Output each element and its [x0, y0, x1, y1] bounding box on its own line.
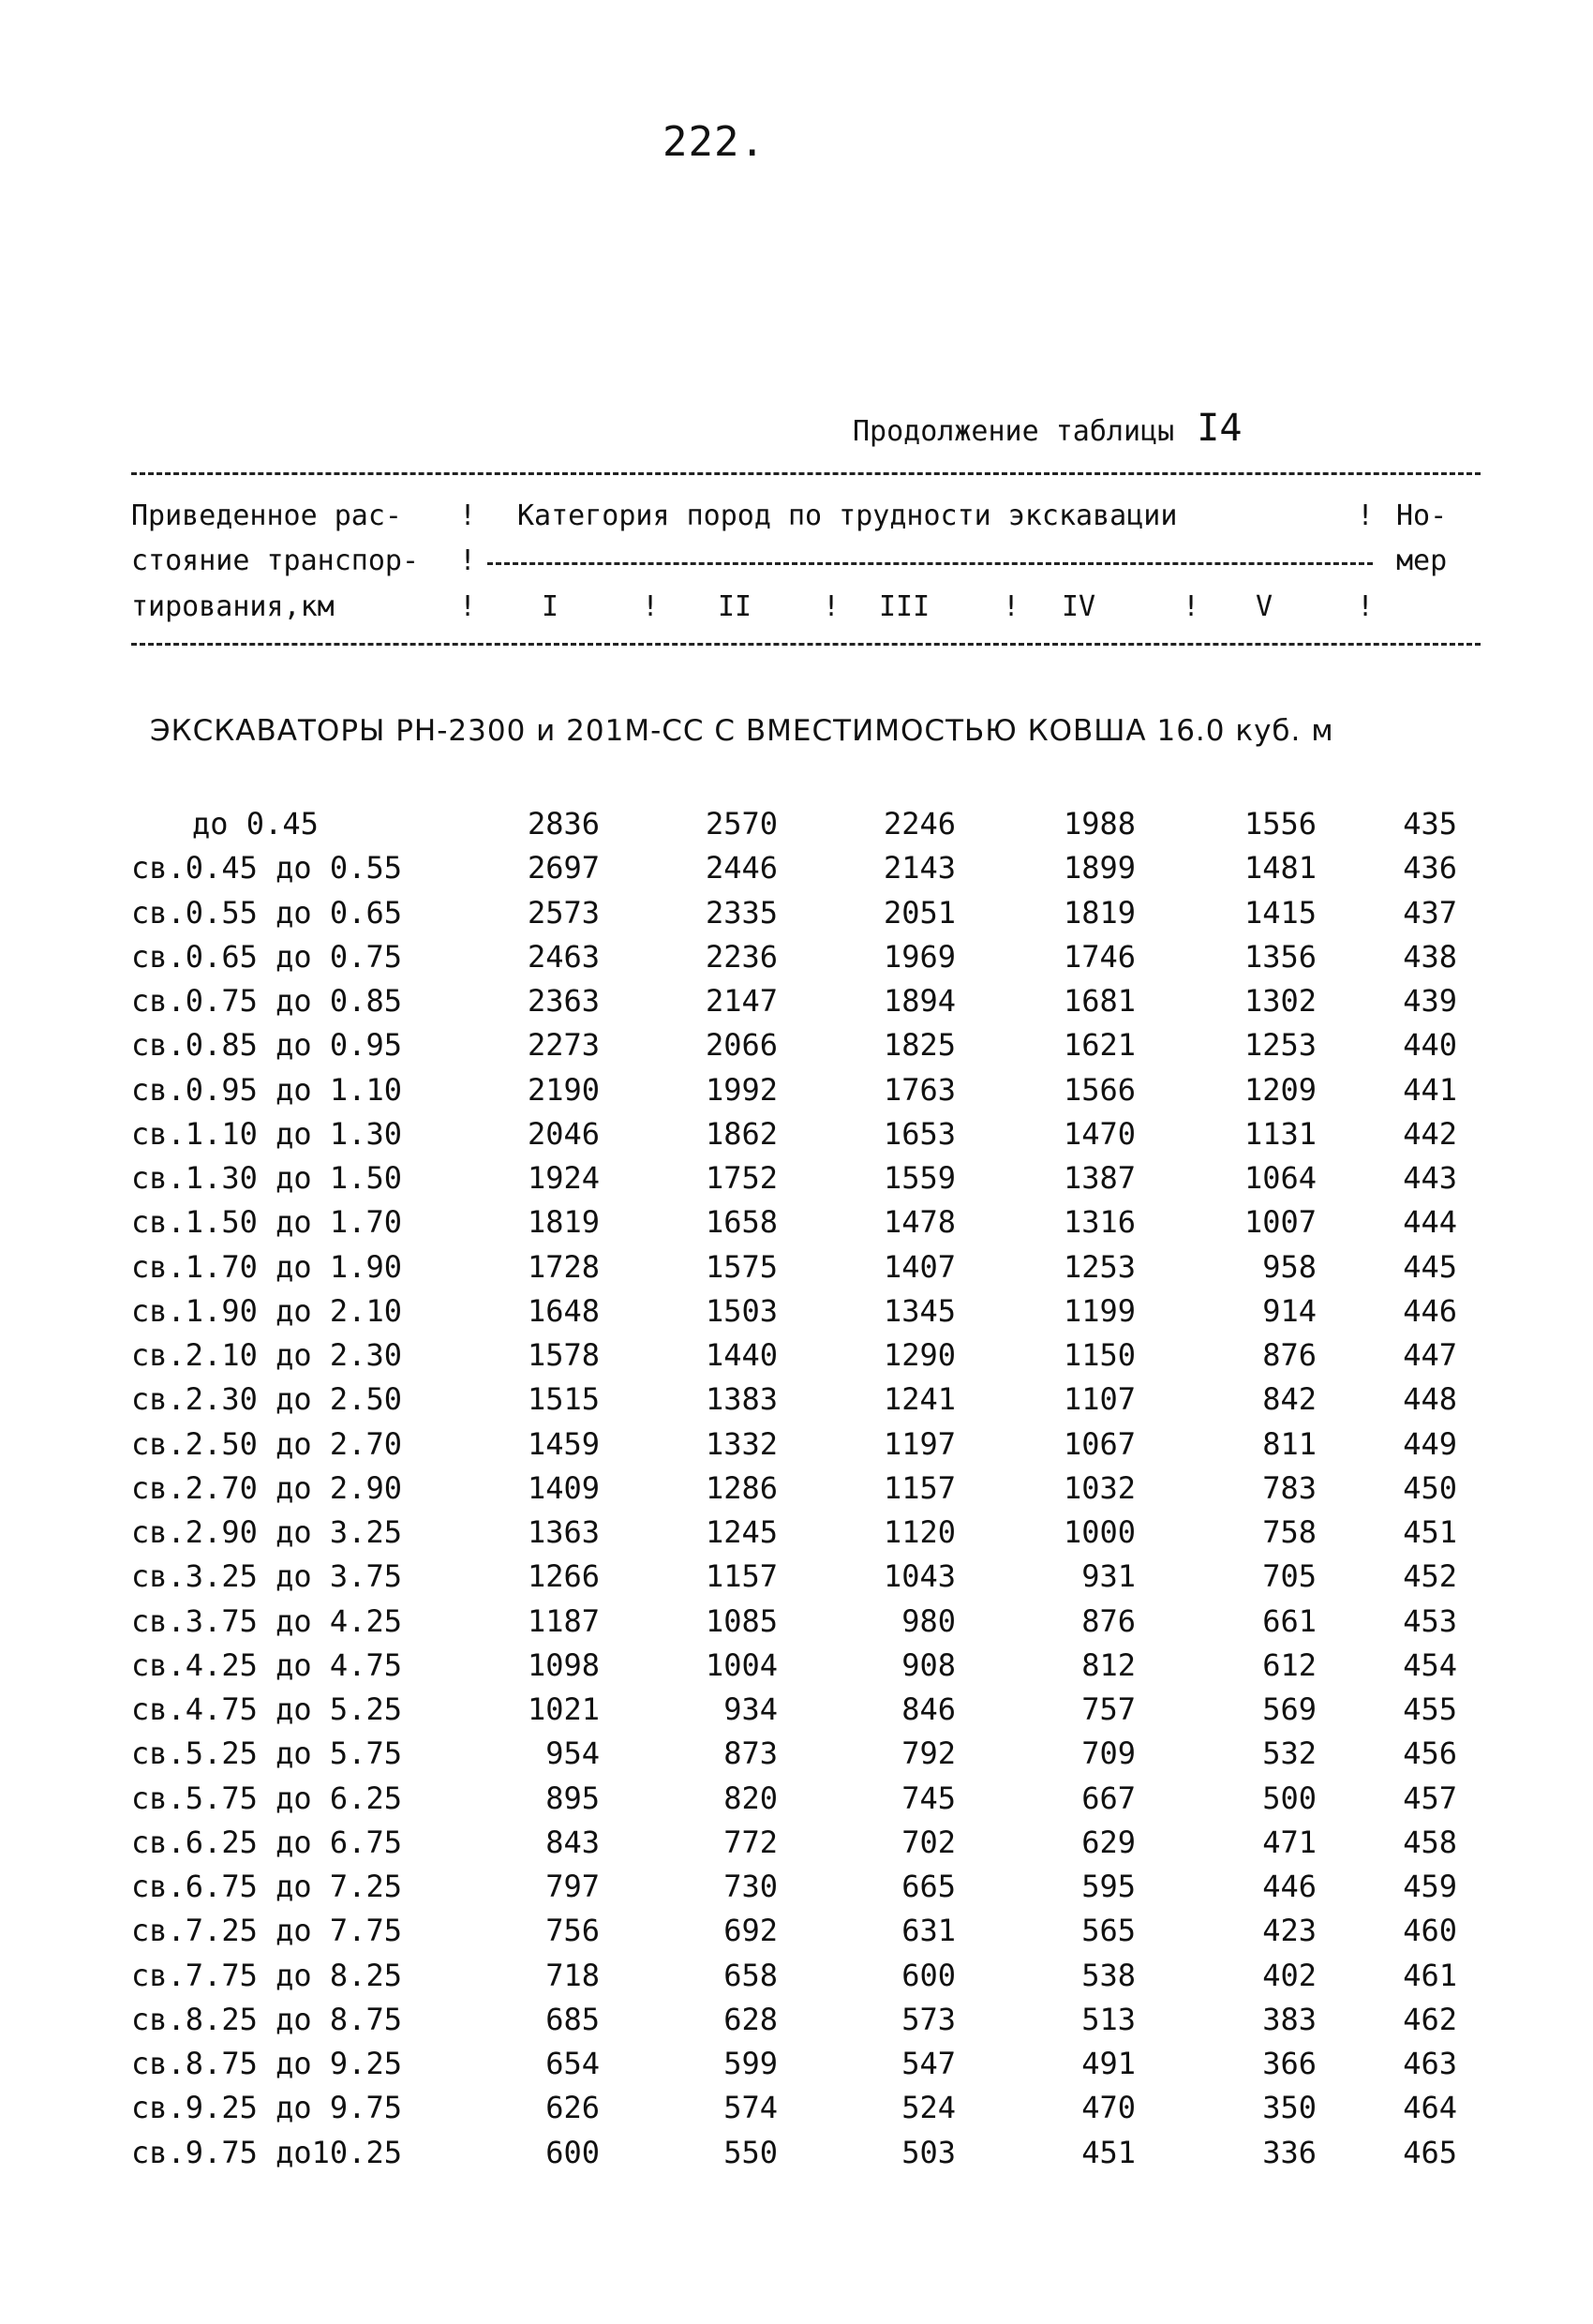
row-number: 448: [1403, 1381, 1457, 1418]
header-separator: !: [459, 590, 477, 623]
table-row: [0, 1958, 1593, 2002]
distance-range: св.0.85 до 0.95: [131, 1027, 402, 1064]
category-5-value: 958: [1262, 1248, 1317, 1285]
category-4-value: 513: [1081, 2001, 1136, 2037]
row-number: 453: [1403, 1602, 1457, 1639]
category-2-value: 1862: [705, 1115, 778, 1152]
category-2-value: 2570: [705, 806, 778, 842]
table-row: [0, 939, 1593, 983]
category-1-value: 2463: [527, 938, 600, 975]
category-2-value: 2147: [705, 983, 778, 1019]
row-number: 460: [1403, 1913, 1457, 1949]
table-number: I4: [1197, 407, 1243, 450]
category-2-value: 1085: [705, 1602, 778, 1639]
category-2-value: 1004: [705, 1646, 778, 1683]
table-row: [0, 1293, 1593, 1337]
row-number: 435: [1403, 806, 1457, 842]
distance-range: св.4.75 до 5.25: [131, 1691, 402, 1727]
row-number: 449: [1403, 1425, 1457, 1462]
table-row: [0, 1470, 1593, 1514]
category-1-value: 843: [545, 1824, 600, 1860]
number-col-line2: мер: [1396, 544, 1448, 577]
category-4-value: 1199: [1063, 1292, 1136, 1329]
category-4-value: 931: [1081, 1558, 1136, 1595]
category-5-value: 366: [1262, 2046, 1317, 2081]
category-5-value: 402: [1262, 1957, 1317, 1993]
category-2-value: 658: [723, 1957, 778, 1993]
category-1-value: 1924: [527, 1160, 600, 1196]
distance-range: св.7.75 до 8.25: [131, 1957, 402, 1993]
row-number: 443: [1403, 1160, 1457, 1196]
category-1-value: 600: [545, 2134, 600, 2170]
table-row: [0, 983, 1593, 1027]
category-1-value: 2190: [527, 1071, 600, 1108]
category-3-value: 908: [901, 1646, 956, 1683]
category-1-value: 1578: [527, 1337, 600, 1373]
category-2-value: 873: [723, 1736, 778, 1772]
category-1-value: 2836: [527, 806, 600, 842]
category-2-value: 1503: [705, 1292, 778, 1329]
row-number: 463: [1403, 2046, 1457, 2081]
category-1-value: 718: [545, 1957, 600, 1993]
category-4-value: 595: [1081, 1869, 1136, 1904]
category-1-value: 1648: [527, 1292, 600, 1329]
category-3-value: 1969: [883, 938, 956, 975]
category-5-value: 1064: [1243, 1160, 1317, 1196]
distance-range: св.8.75 до 9.25: [131, 2046, 402, 2081]
table-row: [0, 1780, 1593, 1825]
category-2-value: 1658: [705, 1204, 778, 1241]
data-table-body: [0, 806, 1593, 2179]
row-number: 464: [1403, 2090, 1457, 2126]
table-row: [0, 1249, 1593, 1293]
header-bottom-rule: [131, 643, 1481, 646]
category-5-value: 383: [1262, 2001, 1317, 2037]
row-number: 459: [1403, 1869, 1457, 1904]
category-1-value: 2046: [527, 1115, 600, 1152]
category-5-value: 1356: [1243, 938, 1317, 975]
category-3-value: 1407: [883, 1248, 956, 1285]
category-3-value: 1345: [883, 1292, 956, 1329]
distance-range: св.2.30 до 2.50: [131, 1381, 402, 1418]
row-number: 454: [1403, 1646, 1457, 1683]
table-row: [0, 2135, 1593, 2179]
category-1-value: 1187: [527, 1602, 600, 1639]
row-number: 444: [1403, 1204, 1457, 1241]
category-4-value: 1253: [1063, 1248, 1136, 1285]
category-4-value: 757: [1081, 1691, 1136, 1727]
category-III: III: [879, 590, 930, 623]
distance-range: св.9.75 до10.25: [131, 2134, 402, 2170]
distance-range: св.8.25 до 8.75: [131, 2001, 402, 2037]
distance-range: св.1.50 до 1.70: [131, 1204, 402, 1241]
row-number: 457: [1403, 1780, 1457, 1816]
distance-range: св.0.55 до 0.65: [131, 894, 402, 931]
category-1-value: 654: [545, 2046, 600, 2081]
category-4-value: 451: [1081, 2134, 1136, 2170]
category-4-value: 667: [1081, 1780, 1136, 1816]
category-3-value: 547: [901, 2046, 956, 2081]
row-number: 461: [1403, 1957, 1457, 1993]
row-number: 447: [1403, 1337, 1457, 1373]
category-5-value: 1007: [1243, 1204, 1317, 1241]
row-number: 455: [1403, 1691, 1457, 1727]
distance-range: св.7.25 до 7.75: [131, 1913, 402, 1949]
table-row: [0, 1426, 1593, 1470]
category-3-value: 524: [901, 2090, 956, 2126]
category-4-value: 1387: [1063, 1160, 1136, 1196]
distance-range: св.1.30 до 1.50: [131, 1160, 402, 1196]
category-3-value: 1894: [883, 983, 956, 1019]
row-number: 450: [1403, 1469, 1457, 1506]
category-4-value: 1746: [1063, 938, 1136, 975]
table-row: [0, 1027, 1593, 1071]
table-row: [0, 1603, 1593, 1647]
category-5-value: 569: [1262, 1691, 1317, 1727]
category-2-value: 1575: [705, 1248, 778, 1285]
table-row: [0, 1160, 1593, 1204]
row-number: 439: [1403, 983, 1457, 1019]
category-5-value: 1415: [1243, 894, 1317, 931]
category-5-value: 1209: [1243, 1071, 1317, 1108]
category-4-value: 1566: [1063, 1071, 1136, 1108]
category-2-value: 1440: [705, 1337, 778, 1373]
category-4-value: 1316: [1063, 1204, 1136, 1241]
continuation-text: Продолжение таблицы: [853, 415, 1175, 448]
distance-range: св.1.70 до 1.90: [131, 1248, 402, 1285]
category-5-value: 842: [1262, 1381, 1317, 1418]
category-2-value: 1383: [705, 1381, 778, 1418]
category-5-value: 500: [1262, 1780, 1317, 1816]
category-3-value: 2051: [883, 894, 956, 931]
category-3-value: 2246: [883, 806, 956, 842]
category-3-value: 631: [901, 1913, 956, 1949]
category-1-value: 797: [545, 1869, 600, 1904]
distance-range: св.0.45 до 0.55: [131, 850, 402, 886]
category-2-value: 599: [723, 2046, 778, 2081]
row-number: 451: [1403, 1514, 1457, 1550]
category-3-value: 2143: [883, 850, 956, 886]
distance-range: св.6.25 до 6.75: [131, 1824, 402, 1860]
category-1-value: 1459: [527, 1425, 600, 1462]
category-3-value: 846: [901, 1691, 956, 1727]
category-4-value: 876: [1081, 1602, 1136, 1639]
category-2-value: 730: [723, 1869, 778, 1904]
category-3-value: 1478: [883, 1204, 956, 1241]
header-col0-line3: тирования,км: [131, 590, 335, 623]
category-5-value: 1131: [1243, 1115, 1317, 1152]
table-row: [0, 1558, 1593, 1602]
category-3-value: 1763: [883, 1071, 956, 1108]
distance-range: св.5.25 до 5.75: [131, 1736, 402, 1772]
table-row: [0, 1116, 1593, 1160]
category-2-value: 2236: [705, 938, 778, 975]
category-1-value: 626: [545, 2090, 600, 2126]
category-I: I: [542, 590, 559, 623]
header-separator: !: [1183, 590, 1200, 623]
category-4-value: 470: [1081, 2090, 1136, 2126]
category-5-value: 350: [1262, 2090, 1317, 2126]
table-row: [0, 1647, 1593, 1691]
category-5-value: 1253: [1243, 1027, 1317, 1064]
category-2-value: 1245: [705, 1514, 778, 1550]
category-1-value: 756: [545, 1913, 600, 1949]
row-number: 438: [1403, 938, 1457, 975]
category-3-value: 1559: [883, 1160, 956, 1196]
category-5-value: 783: [1262, 1469, 1317, 1506]
category-1-value: 1363: [527, 1514, 600, 1550]
table-row: [0, 2002, 1593, 2046]
distance-range: св.1.10 до 1.30: [131, 1115, 402, 1152]
header-separator: !: [823, 590, 841, 623]
category-2-value: 1332: [705, 1425, 778, 1462]
table-row: [0, 895, 1593, 939]
category-1-value: 1021: [527, 1691, 600, 1727]
category-2-value: 2066: [705, 1027, 778, 1064]
page-number: 222.: [663, 118, 766, 166]
number-col-line1: Но-: [1396, 499, 1448, 532]
category-3-value: 573: [901, 2001, 956, 2037]
header-separator: !: [459, 499, 477, 532]
category-4-value: 629: [1081, 1824, 1136, 1860]
category-2-value: 820: [723, 1780, 778, 1816]
category-V: V: [1256, 590, 1273, 623]
table-row: [0, 806, 1593, 850]
category-4-value: 1032: [1063, 1469, 1136, 1506]
category-3-value: 980: [901, 1602, 956, 1639]
category-2-value: 2335: [705, 894, 778, 931]
category-3-value: 1825: [883, 1027, 956, 1064]
category-2-value: 550: [723, 2134, 778, 2170]
category-5-value: 423: [1262, 1913, 1317, 1949]
category-3-value: 745: [901, 1780, 956, 1816]
category-4-value: 1899: [1063, 850, 1136, 886]
distance-range: св.4.25 до 4.75: [131, 1646, 402, 1683]
category-3-value: 1653: [883, 1115, 956, 1152]
category-1-value: 2573: [527, 894, 600, 931]
table-continuation-caption: [853, 407, 1242, 450]
category-1-value: 2273: [527, 1027, 600, 1064]
category-5-value: 758: [1262, 1514, 1317, 1550]
distance-range: св.2.50 до 2.70: [131, 1425, 402, 1462]
category-3-value: 1120: [883, 1514, 956, 1550]
category-4-value: 491: [1081, 2046, 1136, 2081]
category-5-value: 914: [1262, 1292, 1317, 1329]
category-5-value: 336: [1262, 2134, 1317, 2170]
category-4-value: 709: [1081, 1736, 1136, 1772]
table-row: [0, 1869, 1593, 1913]
row-number: 452: [1403, 1558, 1457, 1595]
category-1-value: 954: [545, 1736, 600, 1772]
category-2-value: 574: [723, 2090, 778, 2126]
category-2-value: 1157: [705, 1558, 778, 1595]
distance-range: св.0.75 до 0.85: [131, 983, 402, 1019]
category-2-value: 772: [723, 1824, 778, 1860]
distance-range: св.3.25 до 3.75: [131, 1558, 402, 1595]
row-number: 465: [1403, 2134, 1457, 2170]
distance-range: до 0.45: [192, 806, 319, 842]
category-4-value: 538: [1081, 1957, 1136, 1993]
table-row: [0, 1913, 1593, 1957]
distance-range: св.2.70 до 2.90: [131, 1469, 402, 1506]
category-1-value: 895: [545, 1780, 600, 1816]
category-II: II: [718, 590, 752, 623]
row-number: 462: [1403, 2001, 1457, 2037]
category-3-value: 1043: [883, 1558, 956, 1595]
row-number: 436: [1403, 850, 1457, 886]
row-number: 437: [1403, 894, 1457, 931]
table-row: [0, 1825, 1593, 1869]
row-number: 445: [1403, 1248, 1457, 1285]
category-4-value: 1621: [1063, 1027, 1136, 1064]
row-number: 446: [1403, 1292, 1457, 1329]
header-separator: !: [1357, 590, 1375, 623]
category-5-value: 612: [1262, 1646, 1317, 1683]
category-4-value: 1067: [1063, 1425, 1136, 1462]
header-col0-line1: Приведенное рас-: [131, 499, 402, 532]
category-4-value: 1819: [1063, 894, 1136, 931]
section-title: ЭКСКАВАТОРЫ РН-2300 и 201М-СС С ВМЕСТИМОСТЬЮ КОВША 16.0 куб. м: [150, 714, 1334, 748]
category-4-value: 565: [1081, 1913, 1136, 1949]
category-5-value: 446: [1262, 1869, 1317, 1904]
category-2-value: 934: [723, 1691, 778, 1727]
row-number: 458: [1403, 1824, 1457, 1860]
distance-range: св.2.10 до 2.30: [131, 1337, 402, 1373]
category-5-value: 811: [1262, 1425, 1317, 1462]
category-4-value: 1988: [1063, 806, 1136, 842]
row-number: 456: [1403, 1736, 1457, 1772]
category-5-value: 661: [1262, 1602, 1317, 1639]
category-3-value: 1157: [883, 1469, 956, 1506]
distance-range: св.3.75 до 4.25: [131, 1602, 402, 1639]
category-4-value: 1107: [1063, 1381, 1136, 1418]
category-1-value: 1515: [527, 1381, 600, 1418]
row-number: 440: [1403, 1027, 1457, 1064]
table-row: [0, 1204, 1593, 1248]
category-IV: IV: [1062, 590, 1096, 623]
row-number: 442: [1403, 1115, 1457, 1152]
category-1-value: 2363: [527, 983, 600, 1019]
category-2-value: 692: [723, 1913, 778, 1949]
distance-range: св.1.90 до 2.10: [131, 1292, 402, 1329]
category-4-value: 1470: [1063, 1115, 1136, 1152]
table-row: [0, 2090, 1593, 2134]
category-3-value: 600: [901, 1957, 956, 1993]
category-1-value: 2697: [527, 850, 600, 886]
category-4-value: 1000: [1063, 1514, 1136, 1550]
table-row: [0, 1072, 1593, 1116]
table-row: [0, 1691, 1593, 1736]
category-2-value: 1992: [705, 1071, 778, 1108]
table-row: [0, 1514, 1593, 1558]
category-3-value: 1197: [883, 1425, 956, 1462]
category-4-value: 1681: [1063, 983, 1136, 1019]
header-top-rule: [131, 472, 1481, 475]
category-5-value: 471: [1262, 1824, 1317, 1860]
category-1-value: 1728: [527, 1248, 600, 1285]
category-5-value: 1556: [1243, 806, 1317, 842]
category-4-value: 812: [1081, 1646, 1136, 1683]
category-2-value: 628: [723, 2001, 778, 2037]
category-5-value: 876: [1262, 1337, 1317, 1373]
category-3-value: 503: [901, 2134, 956, 2170]
category-2-value: 1752: [705, 1160, 778, 1196]
distance-range: св.6.75 до 7.25: [131, 1869, 402, 1904]
category-5-value: 1302: [1243, 983, 1317, 1019]
row-number: 441: [1403, 1071, 1457, 1108]
category-5-value: 1481: [1243, 850, 1317, 886]
category-4-value: 1150: [1063, 1337, 1136, 1373]
table-row: [0, 850, 1593, 894]
category-1-value: 1409: [527, 1469, 600, 1506]
category-1-value: 1266: [527, 1558, 600, 1595]
distance-range: св.0.65 до 0.75: [131, 938, 402, 975]
category-1-value: 1098: [527, 1646, 600, 1683]
category-2-value: 2446: [705, 850, 778, 886]
category-1-value: 1819: [527, 1204, 600, 1241]
header-separator: !: [1357, 499, 1375, 532]
category-3-value: 1241: [883, 1381, 956, 1418]
category-5-value: 705: [1262, 1558, 1317, 1595]
header-separator: !: [642, 590, 660, 623]
header-col0-line2: стояние транспор-: [131, 544, 420, 577]
category-5-value: 532: [1262, 1736, 1317, 1772]
category-2-value: 1286: [705, 1469, 778, 1506]
category-1-value: 685: [545, 2001, 600, 2037]
distance-range: св.9.25 до 9.75: [131, 2090, 402, 2126]
table-row: [0, 1736, 1593, 1780]
category-3-value: 792: [901, 1736, 956, 1772]
table-row: [0, 2046, 1593, 2090]
distance-range: св.2.90 до 3.25: [131, 1514, 402, 1550]
distance-range: св.0.95 до 1.10: [131, 1071, 402, 1108]
distance-range: св.5.75 до 6.25: [131, 1780, 402, 1816]
category-rule: [487, 562, 1373, 565]
header-separator: !: [459, 544, 477, 577]
category-title: Категория пород по трудности экскавации: [517, 499, 1178, 532]
category-3-value: 665: [901, 1869, 956, 1904]
category-3-value: 1290: [883, 1337, 956, 1373]
table-row: [0, 1337, 1593, 1381]
category-3-value: 702: [901, 1824, 956, 1860]
table-row: [0, 1381, 1593, 1425]
header-separator: !: [1003, 590, 1020, 623]
